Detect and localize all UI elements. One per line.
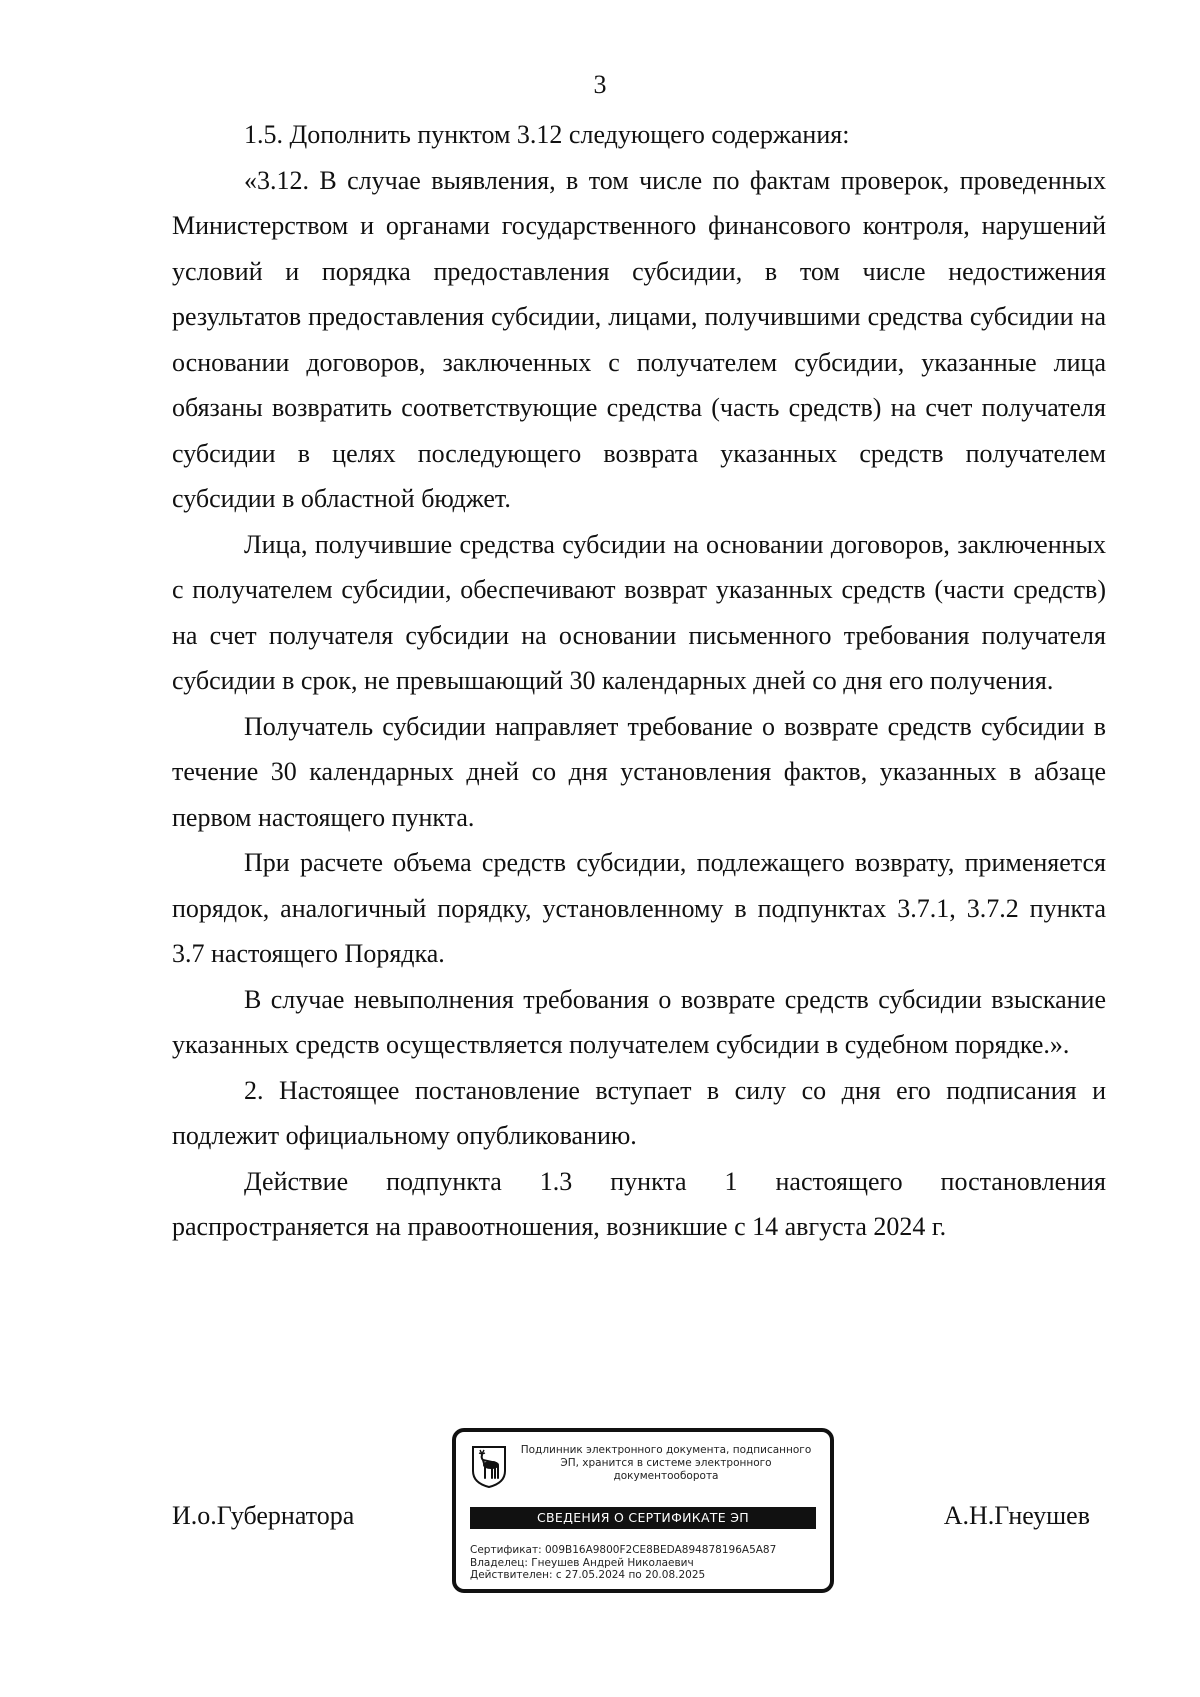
paragraph-return-request: Получатель субсидии направляет требование о возврате средств субсидии в течение 30 календарных дней со дня установления фактов, указанных в абзаце первом настоящего пункта. [172, 711, 1106, 832]
paragraph-entry-into-force: 2. Настоящее постановление вступает в силу со дня его подписания и подлежит официальному опубликованию. [172, 1075, 1106, 1150]
paragraph-calculation: При расчете объема средств субсидии, подлежащего возврату, применяется порядок, аналогичный порядку, установленному в подпунктах 3.7.1, 3.7.2 пункта 3.7 настоящего Порядка. [172, 848, 1106, 968]
certificate-owner: Владелец: Гнеушев Андрей Николаевич [470, 1556, 694, 1569]
paragraph-1-5: 1.5. Дополнить пунктом 3.12 следующего содержания: [244, 120, 850, 149]
page-number: 3 [593, 70, 607, 99]
certificate-number: Сертификат: 009B16A9800F2CE8BEDA894878196A5A87 [470, 1544, 777, 1556]
certificate-validity: Действителен: с 27.05.2024 по 20.08.2025 [470, 1569, 706, 1581]
signatory-position: И.о.Губернатора [172, 1501, 355, 1530]
signatory-name: А.Н.Гнеушев [943, 1501, 1090, 1530]
document-body [172, 112, 1106, 1250]
stamp-title: СВЕДЕНИЯ О СЕРТИФИКАТЕ ЭП [470, 1507, 816, 1529]
certificate-details [470, 1544, 820, 1582]
paragraph-return-obligation: Лица, получившие средства субсидии на основании договоров, заключенных с получателем субсидии, обеспечивают возврат указанных средств (части средств) на счет получателя субсидии на основании письменного требования получателя субсидии в срок, не превышающий 30 календарных дней со дня его получения. [172, 529, 1106, 695]
deer-crest-icon [470, 1445, 508, 1489]
paragraph-3-12: «3.12. В случае выявления, в том числе по фактам проверок, проведенных Министерством и органами государственного финансового контроля, нарушений условий и порядка предоставления субсидии, в том числе недостижения результатов предоставления субсидии, лицами, получившими средства субсидии на основании договоров, заключенных с получателем субсидии, указанные лица обязаны возвратить соответствующие средства (часть средств) на счет получателя субсидии в целях последующего возврата указанных средств получателем субсидии в областной бюджет. [172, 165, 1106, 513]
electronic-signature-stamp [452, 1428, 834, 1593]
paragraph-court-recovery: В случае невыполнения требования о возврате средств субсидии взыскание указанных средств осуществляется получателем субсидии в судебном порядке.». [172, 984, 1106, 1059]
stamp-notice: Подлинник электронного документа, подписанного ЭП, хранится в системе электронного документооборота [520, 1444, 812, 1482]
paragraph-retroactive-effect: Действие подпункта 1.3 пункта 1 настоящего постановления распространяется на правоотношения, возникшие с 14 августа 2024 г. [172, 1166, 1106, 1241]
